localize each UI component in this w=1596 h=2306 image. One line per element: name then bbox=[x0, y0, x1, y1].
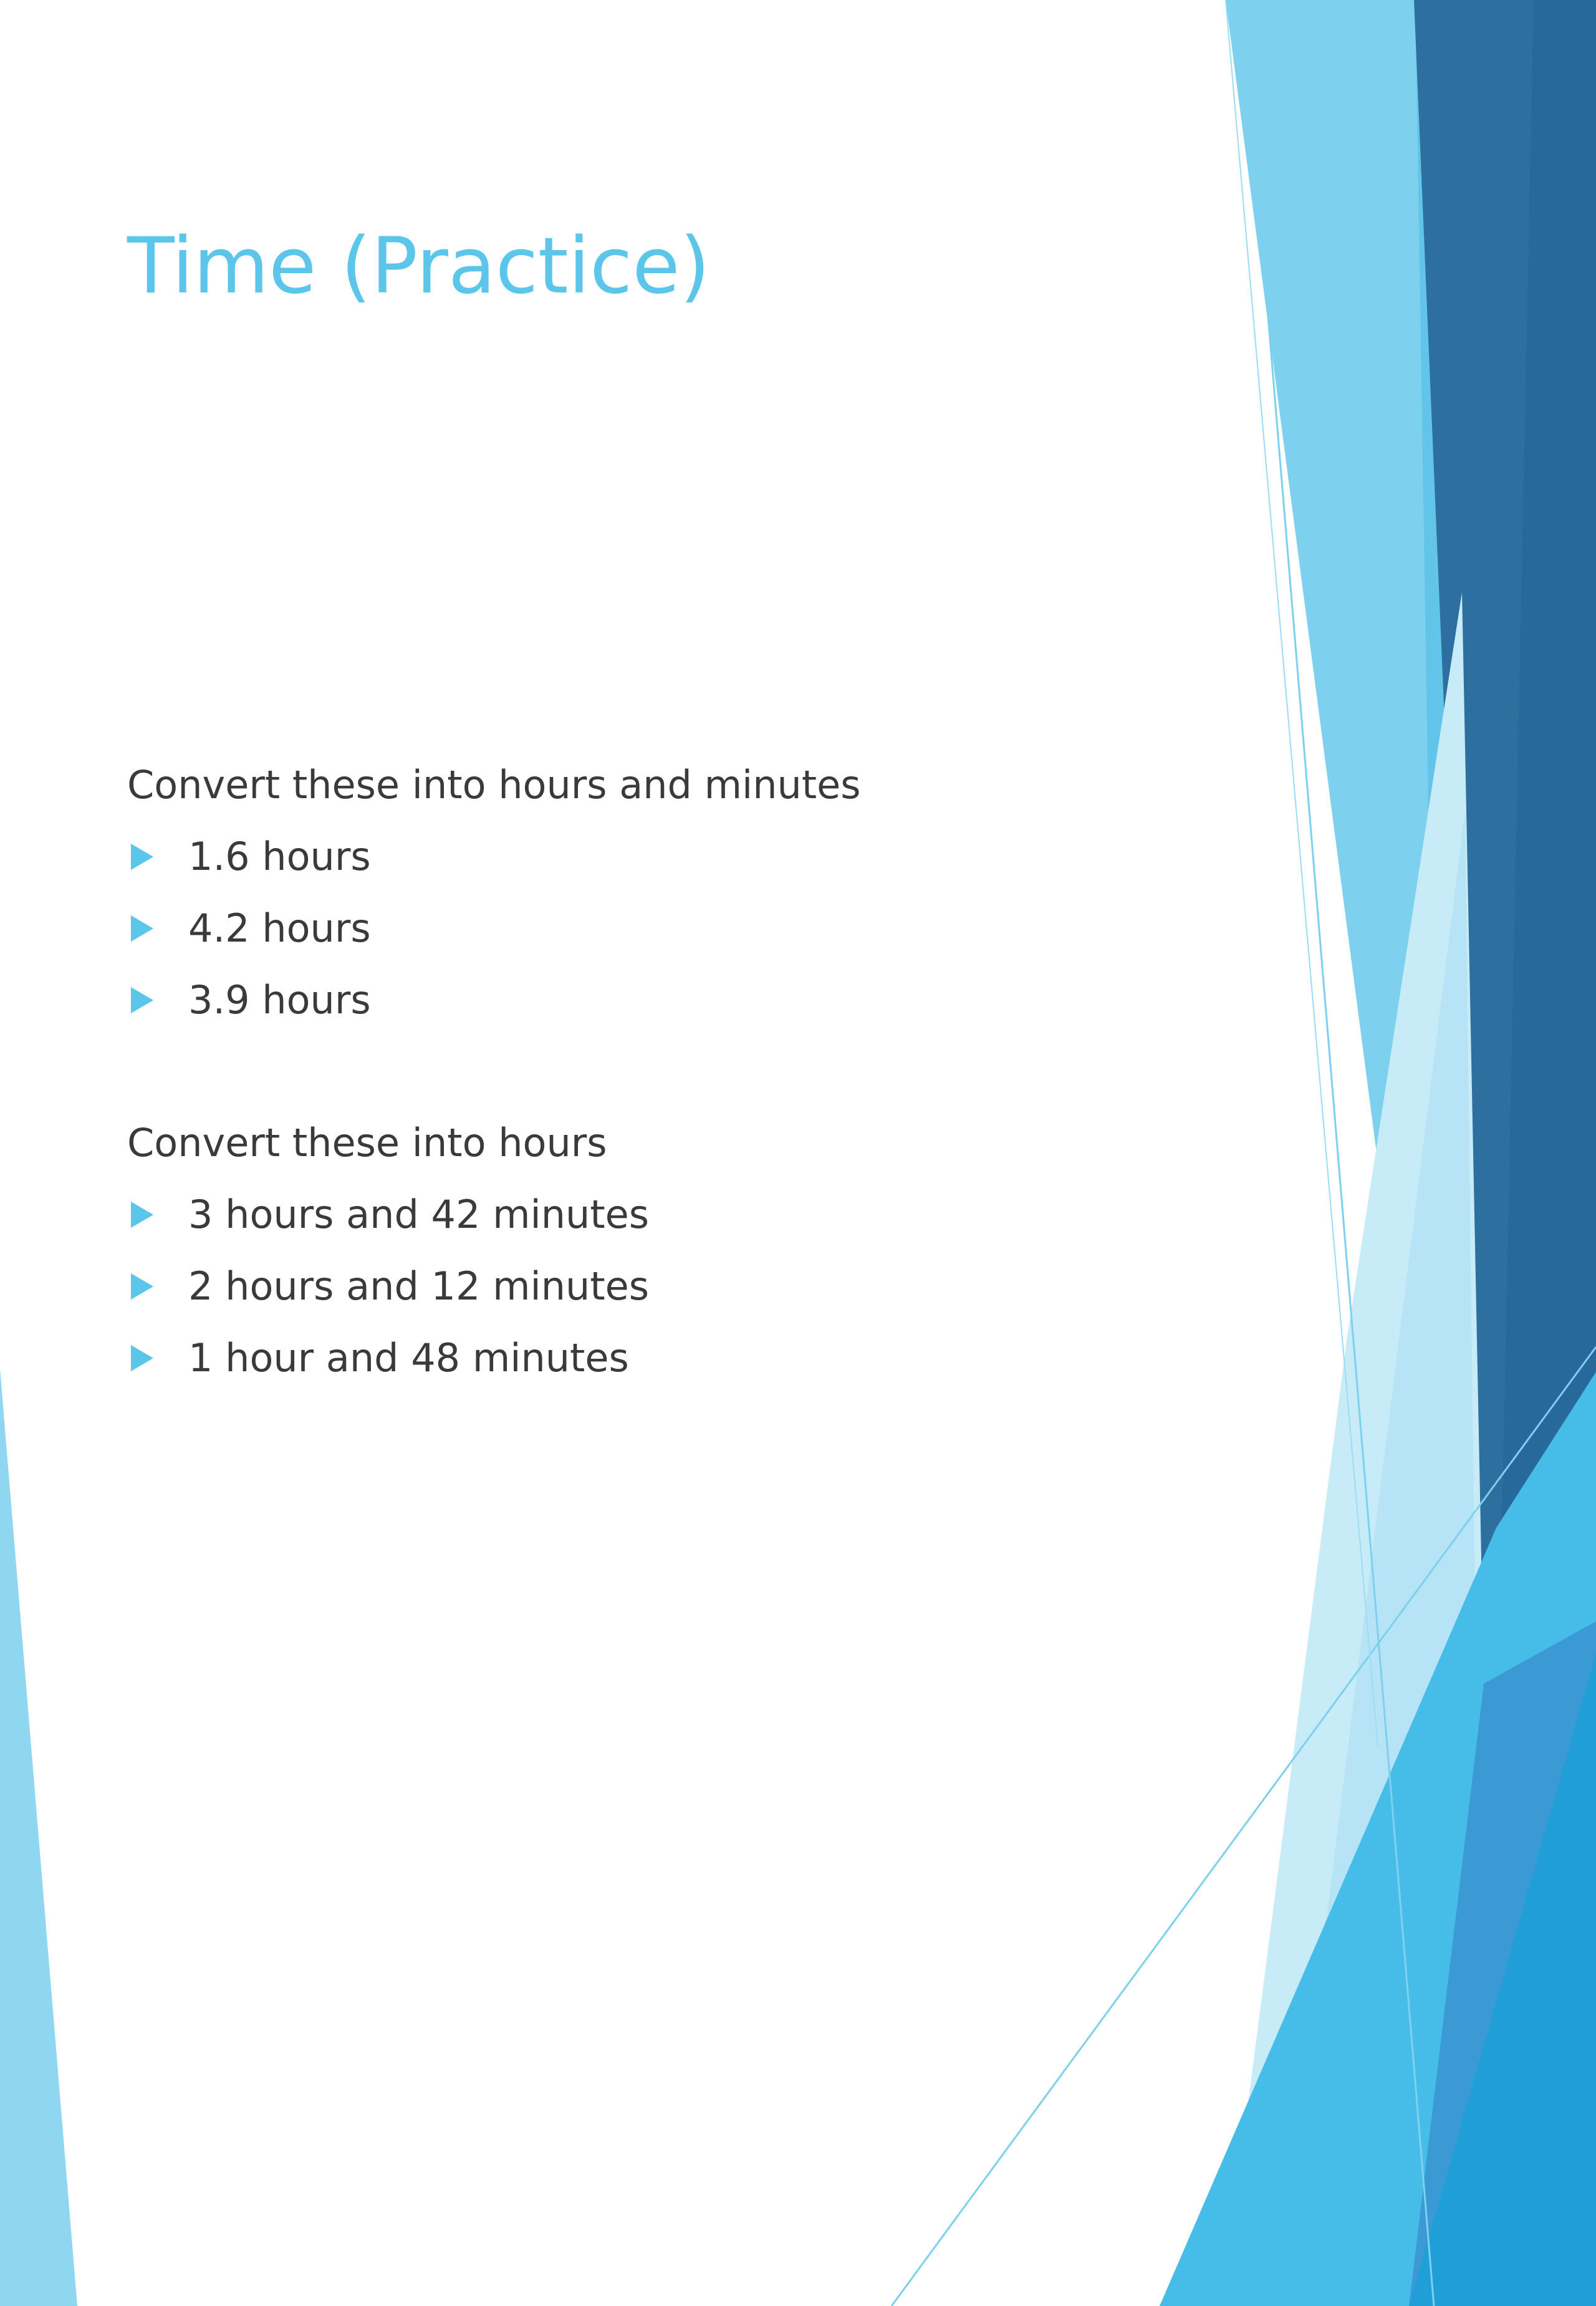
list-item bbox=[127, 1250, 1187, 1322]
list-item bbox=[127, 1179, 1187, 1250]
slide-content bbox=[127, 750, 1187, 1394]
list-item bbox=[127, 964, 1187, 1036]
list-item bbox=[127, 821, 1187, 892]
list-item-text: 4.2 hours bbox=[188, 905, 371, 951]
list-item bbox=[127, 1322, 1187, 1394]
left-edge-band bbox=[0, 1369, 77, 2306]
group-heading: Convert these into hours and minutes bbox=[127, 762, 861, 808]
triangle-right-icon bbox=[131, 987, 153, 1013]
list-item-text: 1 hour and 48 minutes bbox=[188, 1335, 629, 1381]
triangle-right-icon bbox=[131, 1345, 153, 1371]
group-heading: Convert these into hours bbox=[127, 1120, 607, 1165]
list-item-text: 3 hours and 42 minutes bbox=[188, 1192, 650, 1237]
list-item-text: 1.6 hours bbox=[188, 834, 371, 879]
list-item bbox=[127, 892, 1187, 964]
triangle-right-icon bbox=[131, 844, 153, 870]
bullet-list bbox=[127, 1179, 1187, 1394]
slide-title: Time (Practice) bbox=[127, 221, 710, 311]
bullet-list bbox=[127, 821, 1187, 1036]
triangle-right-icon bbox=[131, 915, 153, 942]
spacer bbox=[127, 1036, 1187, 1107]
list-item-text: 2 hours and 12 minutes bbox=[188, 1263, 650, 1309]
triangle-right-icon bbox=[131, 1202, 153, 1228]
list-item-text: 3.9 hours bbox=[188, 977, 371, 1023]
triangle-right-icon bbox=[131, 1273, 153, 1300]
